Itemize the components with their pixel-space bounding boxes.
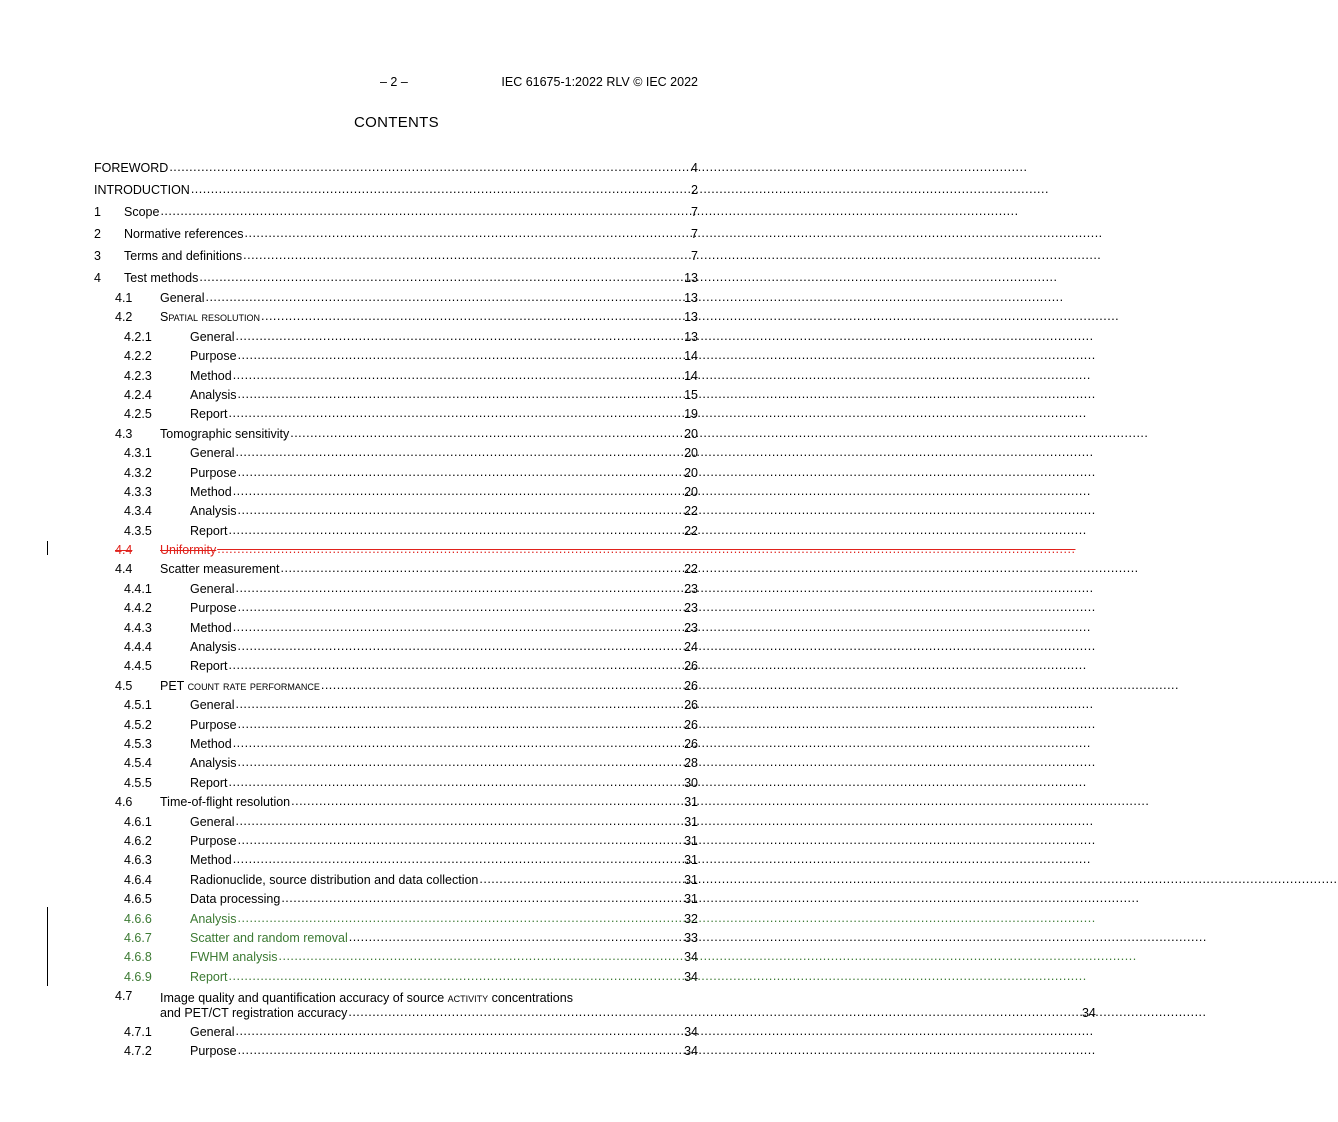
dot-leader — [238, 1041, 684, 1060]
dot-leader — [238, 753, 684, 772]
toc-entry-4-6-9[interactable] — [94, 968, 698, 987]
toc-title-text: and PET/CT registration accuracy — [160, 1006, 348, 1021]
toc-number: 2 — [94, 227, 101, 241]
toc-number: 4.3.4 — [124, 504, 152, 519]
document-reference: IEC 61675-1:2022 RLV © IEC 2022 — [501, 75, 698, 89]
toc-page: 4 — [691, 161, 698, 175]
toc-entry-4-5-4[interactable] — [94, 754, 698, 773]
toc-number: 4.6.9 — [124, 969, 152, 984]
toc-number: 4.6.5 — [124, 892, 152, 907]
toc-title: Terms and definitions — [124, 249, 243, 263]
toc-entry-introduction[interactable] — [94, 179, 698, 201]
toc-number: 4.4.1 — [124, 581, 152, 596]
toc-number: 4.2.2 — [124, 349, 152, 364]
toc-title: Data processing — [190, 892, 281, 907]
toc-entry-4-5-2[interactable] — [94, 716, 698, 735]
toc-page: 7 — [691, 249, 698, 263]
toc-entry-foreword[interactable] — [94, 157, 698, 179]
dot-leader — [235, 1022, 683, 1041]
toc-page: 23 — [684, 581, 698, 596]
toc-entry-4-6-4[interactable] — [94, 871, 698, 890]
toc-title — [160, 991, 1096, 1021]
toc-page: 26 — [684, 736, 698, 751]
toc-title: Scope — [124, 205, 160, 219]
dot-leader — [321, 676, 683, 695]
toc-number: 4.4.5 — [124, 659, 152, 674]
toc-number: 4.3 — [115, 426, 133, 441]
toc-page: 31 — [684, 892, 698, 907]
toc-page: 23 — [684, 620, 698, 635]
dot-leader — [238, 637, 684, 656]
toc-entry-4-7-2[interactable] — [94, 1042, 698, 1061]
toc-entry-4-4-deleted[interactable] — [94, 541, 698, 560]
toc-page: 20 — [684, 465, 698, 480]
toc-title: Method — [190, 620, 232, 635]
dot-leader — [217, 540, 697, 559]
toc-entry-4-3-2[interactable] — [94, 464, 698, 483]
dot-leader — [238, 346, 684, 365]
toc-page: 13 — [684, 310, 698, 325]
toc-number: 4.6.3 — [124, 853, 152, 868]
toc-title-prefix: PET — [160, 678, 188, 693]
toc-page: 19 — [684, 407, 698, 422]
dot-leader — [238, 909, 684, 928]
toc-entry-4-4-5[interactable] — [94, 657, 698, 676]
toc-number: 4.6.6 — [124, 911, 152, 926]
toc-page: 34 — [684, 1025, 698, 1040]
toc-page: 34 — [684, 950, 698, 965]
toc-title: Method — [190, 736, 232, 751]
toc-number: 4.5.2 — [124, 717, 152, 732]
toc-page: 13 — [684, 271, 698, 285]
toc-title: Analysis — [190, 640, 237, 655]
toc-number: 4.4 — [115, 543, 133, 558]
toc-page: 34 — [684, 1044, 698, 1059]
toc-title: Analysis — [190, 504, 237, 519]
dot-leader — [229, 404, 684, 423]
toc-entry-4-3-5[interactable] — [94, 522, 698, 541]
toc-page: 31 — [684, 872, 698, 887]
toc-page: 13 — [684, 291, 698, 305]
toc-page: 24 — [684, 640, 698, 655]
dot-leader — [261, 307, 683, 326]
toc-title: Spatial resolution — [160, 310, 260, 325]
toc-page: 26 — [684, 678, 698, 693]
toc-number: 4 — [94, 271, 101, 285]
dot-leader — [205, 288, 683, 307]
toc-page: 31 — [684, 833, 698, 848]
toc-number: 4.2.1 — [124, 329, 152, 344]
toc-page: 14 — [684, 349, 698, 364]
dot-leader — [229, 773, 684, 792]
toc-number: 4.5.5 — [124, 775, 152, 790]
toc-entry-4-4-3[interactable] — [94, 619, 698, 638]
toc-entry-4-2-2[interactable] — [94, 347, 698, 366]
toc-title-smallcaps: activity — [447, 991, 489, 1006]
dot-leader — [235, 327, 683, 346]
toc-page: 31 — [684, 795, 698, 810]
toc-entry-4-6-8[interactable] — [94, 948, 698, 967]
dot-leader — [238, 501, 684, 520]
toc-entry-3[interactable] — [94, 245, 698, 267]
toc-entry-4-4-4[interactable] — [94, 638, 698, 657]
dot-leader — [229, 967, 684, 986]
toc-entry-4-3-1[interactable] — [94, 444, 698, 463]
change-bar-uniformity — [47, 541, 48, 555]
toc-title: FOREWORD — [94, 161, 169, 175]
dot-leader — [233, 366, 683, 385]
toc-number: 4.2 — [115, 310, 133, 325]
toc-title: Scatter and random removal — [190, 930, 348, 945]
toc-title: FWHM analysis — [190, 950, 278, 965]
dot-leader — [238, 598, 684, 617]
toc-title: Analysis — [190, 911, 237, 926]
toc-number: 4.2.5 — [124, 407, 152, 422]
dot-leader — [243, 244, 690, 266]
toc-number: 4.5 — [115, 678, 133, 693]
dot-leader — [233, 734, 683, 753]
page-title: CONTENTS — [354, 114, 439, 131]
toc-title: INTRODUCTION — [94, 183, 190, 197]
dot-leader — [279, 947, 684, 966]
toc-title: Purpose — [190, 601, 237, 616]
toc-number: 4.6 — [115, 795, 133, 810]
toc-title: Purpose — [190, 717, 237, 732]
toc-page: 30 — [684, 775, 698, 790]
toc-page: 20 — [684, 484, 698, 499]
toc-entry-4-5-3[interactable] — [94, 735, 698, 754]
toc-title-text: concentrations — [488, 991, 573, 1006]
toc-title: Uniformity — [160, 543, 217, 558]
toc-number: 4.3.5 — [124, 523, 152, 538]
toc-number: 4.6.1 — [124, 814, 152, 829]
toc-number: 4.2.4 — [124, 387, 152, 402]
dot-leader — [160, 200, 690, 222]
dot-leader — [245, 222, 691, 244]
toc-entry-4-1[interactable] — [94, 289, 698, 308]
toc-entry-4-3-4[interactable] — [94, 502, 698, 521]
toc-page: 26 — [684, 659, 698, 674]
toc-title: Purpose — [190, 1044, 237, 1059]
toc-page: 22 — [684, 523, 698, 538]
toc-title: Purpose — [190, 465, 237, 480]
toc-title-smallcaps: count rate performance — [187, 678, 320, 693]
toc-page: 13 — [684, 329, 698, 344]
dot-leader — [281, 889, 683, 908]
toc-page: 31 — [684, 853, 698, 868]
toc-entry-4-5-1[interactable] — [94, 696, 698, 715]
toc-entry-1[interactable] — [94, 201, 698, 223]
dot-leader — [281, 559, 684, 578]
toc-entry-4-7[interactable] — [94, 987, 1096, 1023]
dot-leader — [229, 656, 684, 675]
toc-title: Analysis — [190, 756, 237, 771]
toc-title: Method — [190, 484, 232, 499]
toc-number: 4.6.4 — [124, 872, 152, 887]
toc-page: 20 — [684, 446, 698, 461]
toc-entry-4-2[interactable] — [94, 308, 698, 327]
page-number: – 2 – — [380, 75, 408, 89]
toc-title: Report — [190, 407, 228, 422]
toc-entry-4-6-3[interactable] — [94, 851, 698, 870]
table-of-contents — [94, 157, 1096, 1062]
toc-page: 34 — [684, 969, 698, 984]
toc-page: 32 — [684, 911, 698, 926]
toc-entry-4-2-3[interactable] — [94, 367, 698, 386]
toc-title-line-1 — [160, 991, 1096, 1006]
toc-number: 4.7.2 — [124, 1044, 152, 1059]
toc-number: 4.5.1 — [124, 698, 152, 713]
toc-title: Method — [190, 853, 232, 868]
toc-entry-4-5-5[interactable] — [94, 774, 698, 793]
page-header — [0, 75, 793, 93]
toc-title: General — [190, 814, 235, 829]
toc-number: 4.6.7 — [124, 930, 152, 945]
toc-page: 26 — [684, 698, 698, 713]
toc-title: Report — [190, 775, 228, 790]
dot-leader — [479, 870, 683, 889]
toc-page: 34 — [1081, 1006, 1096, 1021]
dot-leader — [233, 618, 683, 637]
toc-number: 1 — [94, 205, 101, 219]
dot-leader — [238, 385, 684, 404]
toc-entry-4-2-5[interactable] — [94, 405, 698, 424]
toc-entry-4-7-1[interactable] — [94, 1023, 698, 1042]
toc-title: Purpose — [190, 349, 237, 364]
toc-entry-4-2-4[interactable] — [94, 386, 698, 405]
toc-page: 20 — [684, 426, 698, 441]
toc-page: 26 — [684, 717, 698, 732]
dot-leader — [169, 156, 690, 178]
dot-leader — [238, 715, 684, 734]
toc-entry-4[interactable] — [94, 267, 698, 289]
dot-leader — [291, 792, 683, 811]
toc-title: Report — [190, 523, 228, 538]
change-bar-tof-analysis — [47, 907, 48, 986]
toc-title: General — [190, 329, 235, 344]
toc-title: Normative references — [124, 227, 244, 241]
dot-leader — [229, 521, 684, 540]
dot-leader — [238, 463, 684, 482]
dot-leader — [233, 482, 683, 501]
toc-page: 2 — [691, 183, 698, 197]
toc-number: 4.5.4 — [124, 756, 152, 771]
toc-page: 7 — [691, 227, 698, 241]
toc-title: Test methods — [124, 271, 199, 285]
toc-entry-4-2-1[interactable] — [94, 328, 698, 347]
toc-number: 3 — [94, 249, 101, 263]
toc-title: General — [190, 581, 235, 596]
toc-title: Time-of-flight resolution — [160, 795, 291, 810]
toc-entry-4-3[interactable] — [94, 425, 698, 444]
toc-number: 4.3.1 — [124, 446, 152, 461]
dot-leader — [348, 1005, 1081, 1020]
toc-number: 4.6.8 — [124, 950, 152, 965]
dot-leader — [349, 928, 683, 947]
toc-entry-4-6-6[interactable] — [94, 910, 698, 929]
dot-leader — [290, 424, 683, 443]
toc-title: General — [190, 1025, 235, 1040]
dot-leader — [235, 579, 683, 598]
toc-number: 4.4 — [115, 562, 133, 577]
dot-leader — [235, 443, 683, 462]
toc-title: Report — [190, 969, 228, 984]
toc-page: 15 — [684, 387, 698, 402]
dot-leader — [233, 850, 683, 869]
toc-title: Analysis — [190, 387, 237, 402]
toc-page: 7 — [691, 205, 698, 219]
dot-leader — [199, 266, 683, 288]
toc-page: 23 — [684, 601, 698, 616]
toc-entry-4-4[interactable] — [94, 560, 698, 579]
toc-entry-4-6-7[interactable] — [94, 929, 698, 948]
toc-number: 4.4.3 — [124, 620, 152, 635]
toc-title: Report — [190, 659, 228, 674]
toc-title: Method — [190, 368, 232, 383]
toc-number: 4.4.2 — [124, 601, 152, 616]
toc-page: 33 — [684, 930, 698, 945]
toc-entry-4-6-5[interactable] — [94, 890, 698, 909]
dot-leader — [235, 695, 683, 714]
dot-leader — [238, 831, 684, 850]
toc-number: 4.3.2 — [124, 465, 152, 480]
toc-page: 31 — [684, 814, 698, 829]
toc-title-text: Image quality and quantification accuracy of source — [160, 991, 448, 1006]
toc-title-line-2 — [160, 1006, 1096, 1021]
toc-number: 4.6.2 — [124, 833, 152, 848]
toc-title: Tomographic sensitivity — [160, 426, 290, 441]
toc-number: 4.5.3 — [124, 736, 152, 751]
toc-number: 4.7 — [115, 989, 133, 1004]
toc-entry-4-4-1[interactable] — [94, 580, 698, 599]
toc-entry-4-4-2[interactable] — [94, 599, 698, 618]
toc-title: General — [190, 698, 235, 713]
toc-number: 4.1 — [115, 291, 133, 305]
toc-number: 4.2.3 — [124, 368, 152, 383]
toc-entry-2[interactable] — [94, 223, 698, 245]
toc-title: General — [190, 446, 235, 461]
toc-page: 28 — [684, 756, 698, 771]
toc-number: 4.7.1 — [124, 1025, 152, 1040]
toc-number: 4.4.4 — [124, 640, 152, 655]
toc-title: General — [160, 291, 205, 305]
toc-entry-4-6-1[interactable] — [94, 813, 698, 832]
toc-page: 22 — [684, 504, 698, 519]
toc-entry-4-6[interactable] — [94, 793, 698, 812]
dot-leader — [191, 178, 690, 200]
toc-title: Scatter measurement — [160, 562, 280, 577]
toc-title: Radionuclide, source distribution and data collection — [190, 872, 479, 887]
toc-title: Purpose — [190, 833, 237, 848]
toc-entry-4-3-3[interactable] — [94, 483, 698, 502]
dot-leader — [235, 812, 683, 831]
toc-page: 22 — [684, 562, 698, 577]
toc-entry-4-5[interactable] — [94, 677, 698, 696]
toc-number: 4.3.3 — [124, 484, 152, 499]
toc-page: 14 — [684, 368, 698, 383]
toc-entry-4-6-2[interactable] — [94, 832, 698, 851]
toc-title — [160, 677, 321, 696]
